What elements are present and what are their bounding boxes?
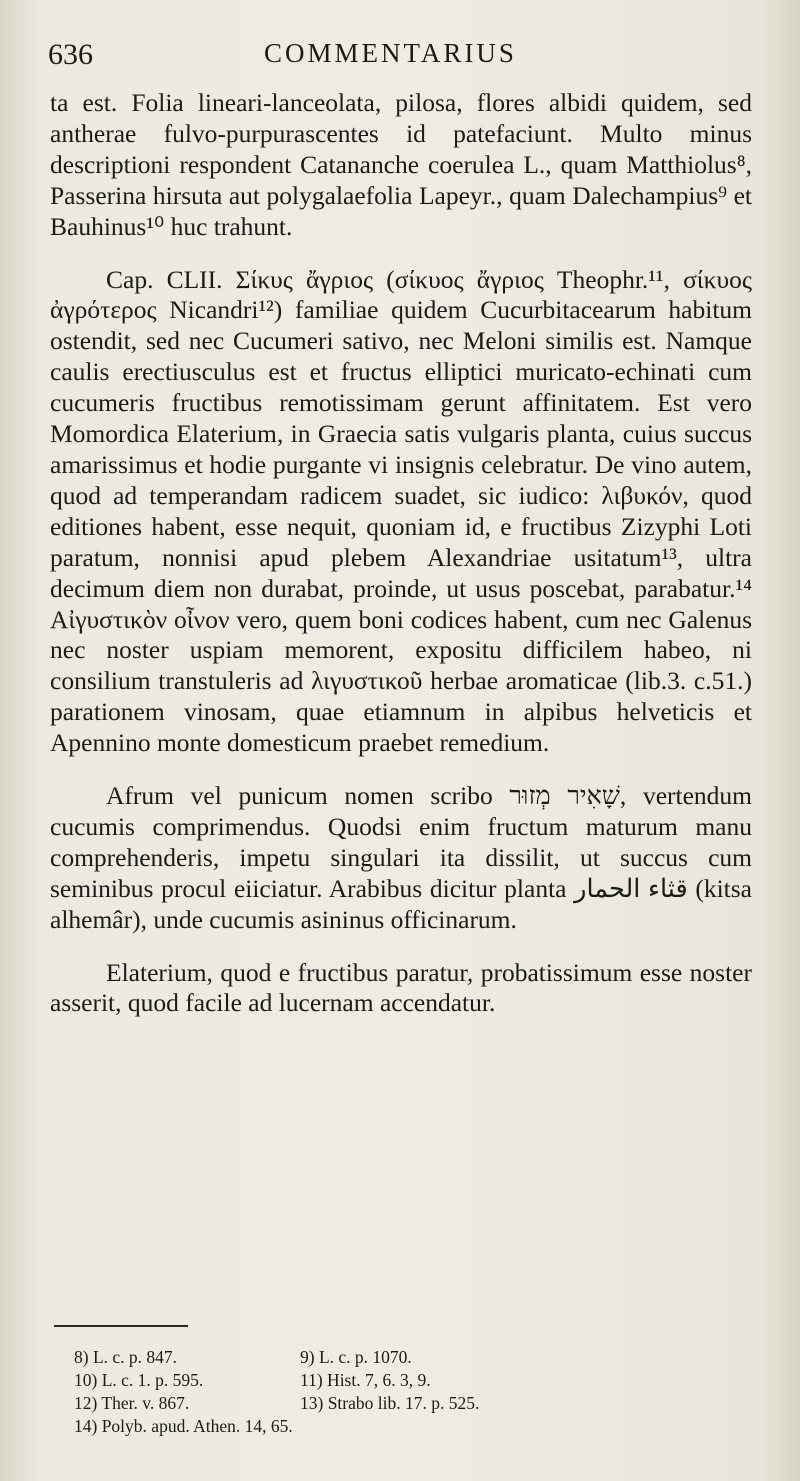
footnotes: [74, 1346, 594, 1438]
footnote-9: 9) L. c. p. 1070.: [300, 1347, 412, 1367]
page-header: [48, 38, 760, 78]
footnote-14: 14) Polyb. apud. Athen. 14, 65.: [74, 1416, 293, 1436]
paragraph-continuation: ta est. Folia lineari-lanceolata, pilosa, flores albidi quidem, sed antherae fulvo-purpurascentes id patefaciunt. Multo minus descriptioni respondent Catananche coerulea L., quam Matthiolus⁸, Passerina hirsuta aut polygalaefolia Lapeyr., quam Dalechampius⁹ et Bauhinus¹⁰ huc trahunt.: [50, 88, 752, 241]
footnote-row: [74, 1392, 594, 1415]
footnote-row: [74, 1369, 594, 1392]
footnote-11: 11) Hist. 7, 6. 3, 9.: [300, 1370, 431, 1390]
running-head: COMMENTARIUS: [264, 38, 517, 68]
paragraph-cap-clii: Cap. CLII. Σίκυς ἄγριος (σίκυος ἄγριος Theophr.¹¹, σίκυος ἀγρότερος Nicandri¹²) familiae quidem Cucurbitacearum habitum ostendit, sed nec Cucumeri sativo, nec Meloni similis est. Namque caulis erectiusculus est et fructus elliptici muricato-echinati cum cucumeris fructibus remotissimam gerunt affinitatem. Est vero Momordica Elaterium, in Graecia satis vulgaris planta, cuius succus amarissimus et hodie purgante vi insignis celebratur. De vino autem, quod ad temperandam radicem suadet, sic iudico: λιβυκόν, quod editiones habent, esse nequit, quoniam id, e fructibus Zizyphi Loti paratum, nonnisi apud plebem Alexandriae usitatum¹³, ultra decimum diem non durabat, proinde, ut usus poscebat, parabatur.¹⁴ Αἰγυστικὸν οἶνον vero, quem boni codices habent, cum nec Galenus nec noster uspiam memorent, expositu difficilem habeo, ni consilium transtuleris ad λιγυστικοῦ herbae aromaticae (lib.3. c.51.) parationem vinosam, quae etiamnum in alpibus helveticis et Apennino monte domesticum praebet remedium.: [50, 264, 752, 758]
footnote-13: 13) Strabo lib. 17. p. 525.: [300, 1393, 480, 1413]
footnote-row: [74, 1346, 594, 1369]
footnote-12: 12) Ther. v. 867.: [74, 1393, 190, 1413]
footnote-divider: [54, 1325, 188, 1327]
footnote-8: 8) L. c. p. 847.: [74, 1347, 178, 1367]
footnote-row: [74, 1415, 594, 1438]
footnote-10: 10) L. c. 1. p. 595.: [74, 1370, 204, 1390]
paragraph-punic-name: Afrum vel punicum nomen scribo שָׁאִיר מְזוּר, vertendum cucumis comprimendus. Quodsi enim fructum maturum manu comprehenderis, impetu singulari ita dissilit, ut succus cum seminibus procul eiiciatur. Arabibus dicitur planta قثاء الحمار (kitsa alhemâr), unde cucumis asininus officinarum.: [50, 781, 753, 934]
body-text: [50, 88, 752, 1019]
paragraph-elaterium: Elaterium, quod e fructibus paratur, probatissimum esse noster asserit, quod facile ad lucernam accendatur.: [50, 957, 752, 1018]
page-number: 636: [48, 38, 93, 71]
